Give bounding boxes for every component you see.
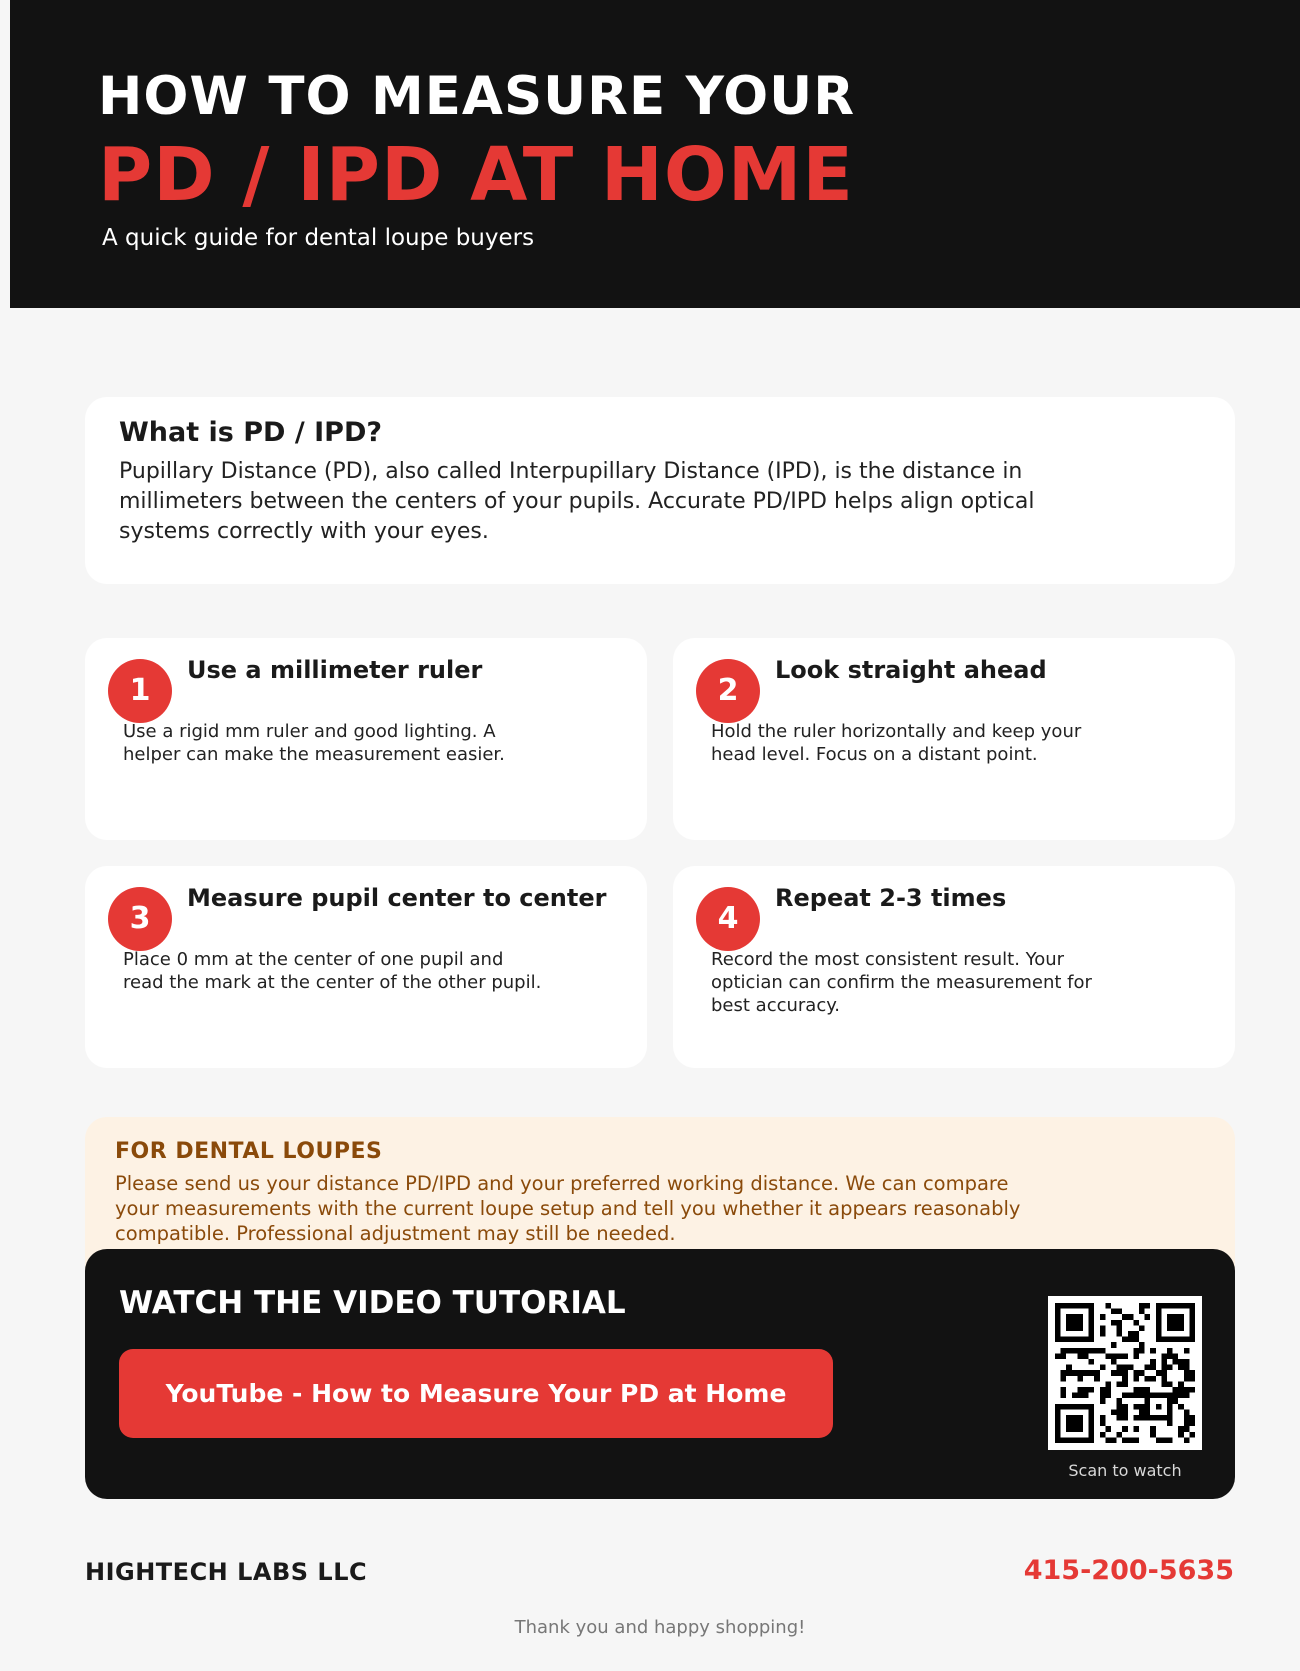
step-text: Hold the ruler horizontally and keep your head level. Focus on a distant point. (711, 721, 1082, 765)
thank-you-note: Thank you and happy shopping! (514, 1617, 806, 1638)
step-title: Use a millimeter ruler (187, 656, 483, 684)
company-name: HIGHTECH LABS LLC (85, 1558, 368, 1586)
video-tutorial-panel (85, 1249, 1235, 1499)
info-title: What is PD / IPD? (119, 417, 383, 448)
step-text: Use a rigid mm ruler and good lighting. A helper can make the measurement easier. (123, 721, 505, 765)
step-text: Place 0 mm at the center of one pupil and read the mark at the center of the other pupil. (123, 949, 542, 993)
step-title: Repeat 2-3 times (775, 884, 1007, 912)
step-title: Measure pupil center to center (187, 884, 607, 912)
step-text: Record the most consistent result. Your optician can confirm the measurement for best accuracy. (711, 949, 1092, 1016)
step-card-1 (85, 638, 647, 840)
step-number-badge: 4 (696, 887, 760, 951)
page-title-line2: PD / IPD AT HOME (98, 132, 854, 218)
qr-code-icon[interactable] (1048, 1296, 1202, 1450)
youtube-tutorial-button[interactable]: YouTube - How to Measure Your PD at Home (119, 1349, 833, 1438)
video-title: WATCH THE VIDEO TUTORIAL (119, 1285, 626, 1321)
page-subtitle: A quick guide for dental loupe buyers (102, 225, 535, 251)
qr-caption: Scan to watch (1068, 1461, 1182, 1480)
page-title-line1: HOW TO MEASURE YOUR (98, 66, 856, 127)
step-number-badge: 2 (696, 659, 760, 723)
step-number-badge: 1 (108, 659, 172, 723)
loupes-text: Please send us your distance PD/IPD and your preferred working distance. We can compare your measurements with the current loupe setup and tell you whether it appears reasonably compatible. Professional adjustment may still be needed. (115, 1172, 1021, 1245)
info-text: Pupillary Distance (PD), also called Interpupillary Distance (IPD), is the distance in millimeters between the centers of your pupils. Accurate PD/IPD helps align optical systems correctly with your eyes. (119, 459, 1035, 544)
phone-number[interactable]: 415-200-5635 (1023, 1555, 1234, 1586)
step-title: Look straight ahead (775, 656, 1047, 684)
info-card (85, 397, 1235, 584)
header-banner (10, 0, 1300, 308)
loupes-title: FOR DENTAL LOUPES (115, 1139, 383, 1164)
step-card-3 (85, 866, 647, 1068)
step-card-2 (673, 638, 1235, 840)
step-number-badge: 3 (108, 887, 172, 951)
step-card-4 (673, 866, 1235, 1068)
